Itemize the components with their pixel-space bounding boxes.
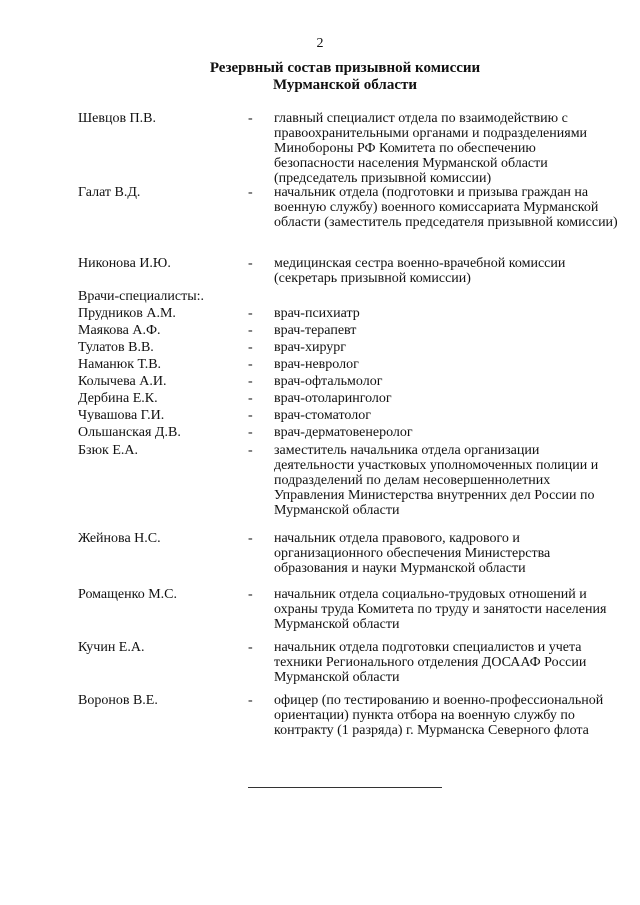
member-name: Бзюк Е.А. bbox=[78, 443, 138, 458]
closing-rule bbox=[248, 787, 442, 788]
member-role: офицер (по тестированию и военно-профессиональной ориентации) пункта отбора на военную службу по контракту (1 разряда) г. Мурманска Северного флота bbox=[274, 693, 604, 738]
member-dash: - bbox=[248, 374, 253, 389]
member-name: Маякова А.Ф. bbox=[78, 323, 161, 338]
member-role: врач-хирург bbox=[274, 340, 347, 355]
title-line-2: Мурманской области bbox=[272, 77, 418, 93]
member-role: медицинская сестра военно-врачебной комиссии (секретарь призывной комиссии) bbox=[274, 256, 566, 286]
title-line-1: Резервный состав призывной комиссии bbox=[209, 60, 481, 76]
member-name: Воронов В.Е. bbox=[78, 693, 158, 708]
member-role: начальник отдела подготовки специалистов и учета техники Регионального отделения ДОСААФ России Мурманской области bbox=[274, 640, 587, 685]
member-dash: - bbox=[248, 391, 253, 406]
member-role: начальник отдела правового, кадрового и организационного обеспечения Министерства образования и науки Мурманской области bbox=[274, 531, 551, 576]
member-name: Ромащенко М.С. bbox=[78, 587, 178, 602]
member-dash: - bbox=[248, 408, 253, 423]
member-name: Кучин Е.А. bbox=[78, 640, 145, 655]
member-dash: - bbox=[248, 587, 253, 602]
member-dash: - bbox=[248, 256, 253, 271]
member-role: врач-невролог bbox=[274, 357, 359, 372]
member-dash: - bbox=[248, 531, 253, 546]
specialists-heading: Врачи-специалисты:. bbox=[78, 289, 205, 304]
member-role: врач-дерматовенеролог bbox=[274, 425, 413, 440]
member-role: врач-отоларинголог bbox=[274, 391, 392, 406]
member-role: врач-стоматолог bbox=[274, 408, 371, 423]
member-role: начальник отдела (подготовки и призыва граждан на военную службу) военного комиссариата Мурманской области (заместитель председателя призывной комиссии) bbox=[274, 185, 618, 230]
member-name: Ольшанская Д.В. bbox=[78, 425, 181, 440]
document-title bbox=[0, 60, 640, 94]
member-role: главный специалист отдела по взаимодействию с правоохранительными органами и подразделениями Минобороны РФ Комитета по обеспечению безопасности населения Мурманской области (председатель призывной комиссии) bbox=[274, 111, 588, 186]
member-name: Наманюк Т.В. bbox=[78, 357, 162, 372]
member-dash: - bbox=[248, 443, 253, 458]
member-dash: - bbox=[248, 306, 253, 321]
member-dash: - bbox=[248, 357, 253, 372]
member-name: Галат В.Д. bbox=[78, 185, 141, 200]
member-name: Прудников А.М. bbox=[78, 306, 176, 321]
member-name: Шевцов П.В. bbox=[78, 111, 156, 126]
member-dash: - bbox=[248, 340, 253, 355]
member-role: врач-офтальмолог bbox=[274, 374, 383, 389]
member-name: Тулатов В.В. bbox=[78, 340, 154, 355]
member-dash: - bbox=[248, 425, 253, 440]
member-role: заместитель начальника отдела организации деятельности участковых уполномоченных полиции и подразделений по делам несовершеннолетних Управления Министерства внутренних дел России по Мурманской области bbox=[274, 443, 599, 518]
member-dash: - bbox=[248, 111, 253, 126]
member-name: Дербина Е.К. bbox=[78, 391, 158, 406]
member-dash: - bbox=[248, 693, 253, 708]
member-role: врач-психиатр bbox=[274, 306, 360, 321]
member-name: Чувашова Г.И. bbox=[78, 408, 165, 423]
member-dash: - bbox=[248, 640, 253, 655]
member-role: начальник отдела социально-трудовых отношений и охраны труда Комитета по труду и занятости населения Мурманской области bbox=[274, 587, 607, 632]
member-role: врач-терапевт bbox=[274, 323, 357, 338]
member-name: Жейнова Н.С. bbox=[78, 531, 161, 546]
member-name: Никонова И.Ю. bbox=[78, 256, 171, 271]
page-number: 2 bbox=[316, 36, 324, 51]
member-dash: - bbox=[248, 323, 253, 338]
member-name: Колычева А.И. bbox=[78, 374, 167, 389]
member-dash: - bbox=[248, 185, 253, 200]
